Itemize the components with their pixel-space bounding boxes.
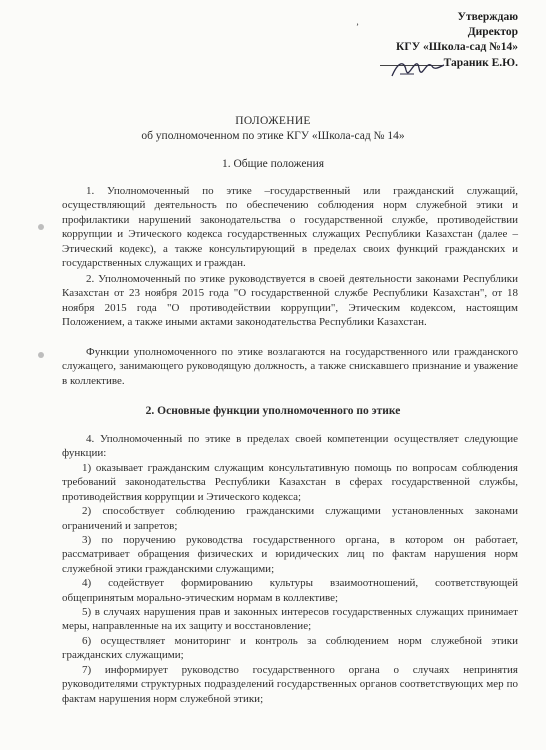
functions-intro: 4. Уполномоченный по этике в пределах своей компетенции осуществляет следующие функции: (62, 433, 518, 460)
approval-line-1: Утверждаю (457, 11, 518, 23)
punch-hole-mark (38, 224, 44, 230)
functions-list (62, 461, 518, 706)
punch-hole-mark (38, 352, 44, 358)
paragraph-2: 2. Уполномоченный по этике руководствуется в своей деятельности законами Республики Казахстан от 23 ноября 2015 года "О государственной службе Республики Казахстан", от 18 ноября 2015 года "О противодействии коррупции", Этическим кодексом, настоящим Положением, а также иными актами законодательства Республики Казахстан. (62, 273, 518, 329)
list-item: 5) в случаях нарушения прав и законных интересов государственных служащих принимает меры, направленные на их защиту и восстановление; (62, 606, 518, 633)
list-item: 7) информирует руководство государственного органа о случаях непринятия руководителями структурных подразделений государственных органов соответствующих мер по фактам нарушения норм служебной этики; (62, 663, 518, 705)
stray-mark: ʼ (356, 22, 359, 32)
approval-line-3: КГУ «Школа-сад №14» (396, 41, 518, 53)
approval-line-2: Директор (467, 26, 518, 38)
section-1-heading: 1. Общие положения (221, 158, 325, 170)
section-2-heading: 2. Основные функции уполномоченного по этике (145, 405, 401, 417)
list-item: 6) осуществляет мониторинг и контроль за соблюдением норм служебной этики гражданских служащими; (62, 634, 518, 662)
list-item: 1) оказывает гражданским служащим консультативную помощь по вопросам соблюдения требований законодательства Республики Казахстан в сферах государственной службы, противодействия коррупции и Этического кодекса; (62, 462, 518, 503)
paragraph-1: 1. Уполномоченный по этике –государственный или гражданский служащий, осуществляющий деятельность по обеспечению соблюдения норм служебной этики и профилактики нарушений законодательства о государственной службе, противодействии коррупции и Этического кодекса государственных служащих Республики Казахстан (далее – Этический кодекс), а также консультирующий в пределах своих функций гражданских и государственных служащих и граждан. (62, 185, 518, 270)
list-item: 4) содействует формированию культуры взаимоотношений, соответствующей общепринятым морально-этическим нормам в коллективе; (62, 577, 518, 604)
document-title: ПОЛОЖЕНИЕ (235, 115, 311, 127)
paragraph-3: Функции уполномоченного по этике возлагаются на государственного или гражданского служащего, занимающего руководящую должность, а также снискавшего признание и уважение в коллективе. (62, 346, 518, 387)
director-name: Тараник Е.Ю. (443, 57, 518, 69)
list-item: 2) способствует соблюдению гражданскими служащими установленных законами ограничений и запретов; (62, 505, 518, 532)
document-subtitle: об уполномоченном по этике КГУ «Школа-сад № 14» (141, 130, 405, 142)
signature-scribble (388, 56, 448, 86)
list-item: 3) по поручению руководства государственного органа, в котором он работает, рассматривает обращения физических и юридических лиц по фактам нарушения норм служебной этики гражданскими служащими; (62, 534, 518, 575)
